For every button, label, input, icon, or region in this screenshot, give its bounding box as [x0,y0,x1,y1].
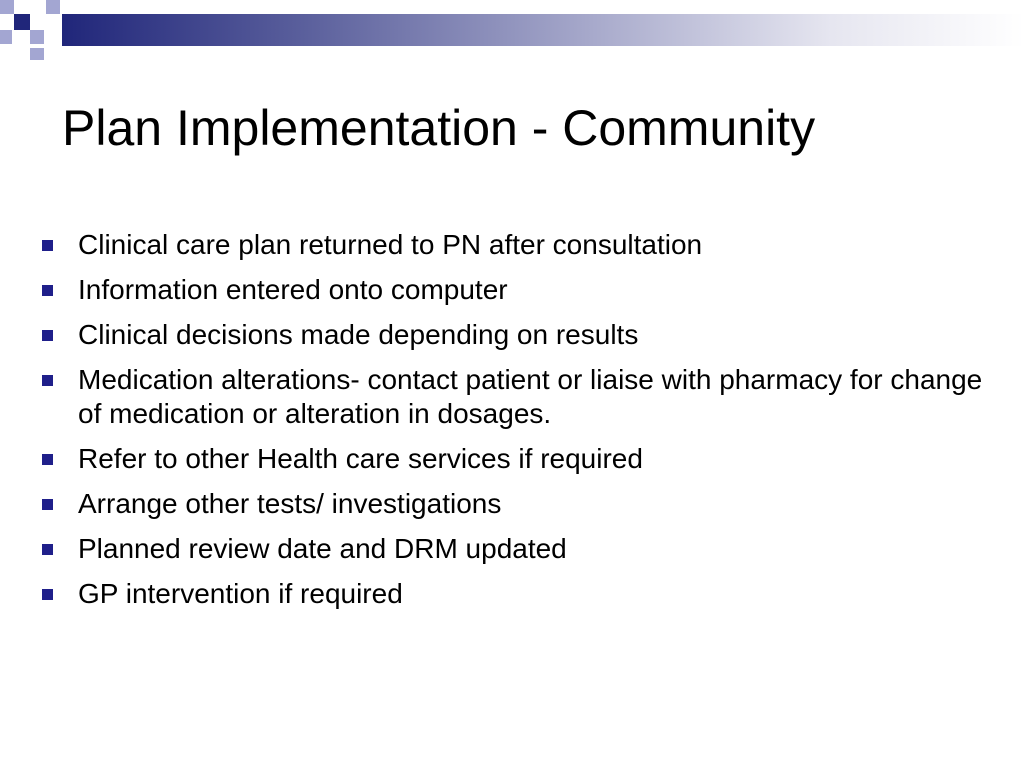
slide-title: Plan Implementation - Community [62,100,816,156]
square-bullet-icon [42,285,53,296]
deco-square-light [46,0,60,14]
deco-square-dark [14,14,30,30]
bullet-item [40,228,1010,262]
square-bullet-icon [42,375,53,386]
bullet-text: Information entered onto computer [78,274,508,305]
bullet-text: Arrange other tests/ investigations [78,488,502,519]
bullet-item [40,273,1010,307]
deco-square-light [0,30,12,44]
bullet-item [40,487,1010,521]
header-gradient-bar [62,14,1024,46]
bullet-item [40,532,1010,566]
bullet-item [40,577,1010,611]
deco-square-light [30,30,44,44]
bullet-text: Clinical decisions made depending on results [78,319,639,350]
bullet-item [40,363,1010,431]
square-bullet-icon [42,589,53,600]
square-bullet-icon [42,499,53,510]
bullet-text: GP intervention if required [78,578,403,609]
square-bullet-icon [42,240,53,251]
bullet-item [40,318,1010,352]
bullet-list [40,228,1010,622]
square-bullet-icon [42,330,53,341]
bullet-text: Clinical care plan returned to PN after consultation [78,229,703,260]
bullet-text: Planned review date and DRM updated [78,533,567,564]
bullet-text: Medication alterations- contact patient or liaise with pharmacy for change of medication or alteration in dosages. [78,364,983,429]
deco-square-light [30,48,44,60]
bullet-item [40,442,1010,476]
deco-square-light [0,0,14,14]
square-bullet-icon [42,454,53,465]
bullet-text: Refer to other Health care services if required [78,443,643,474]
square-bullet-icon [42,544,53,555]
